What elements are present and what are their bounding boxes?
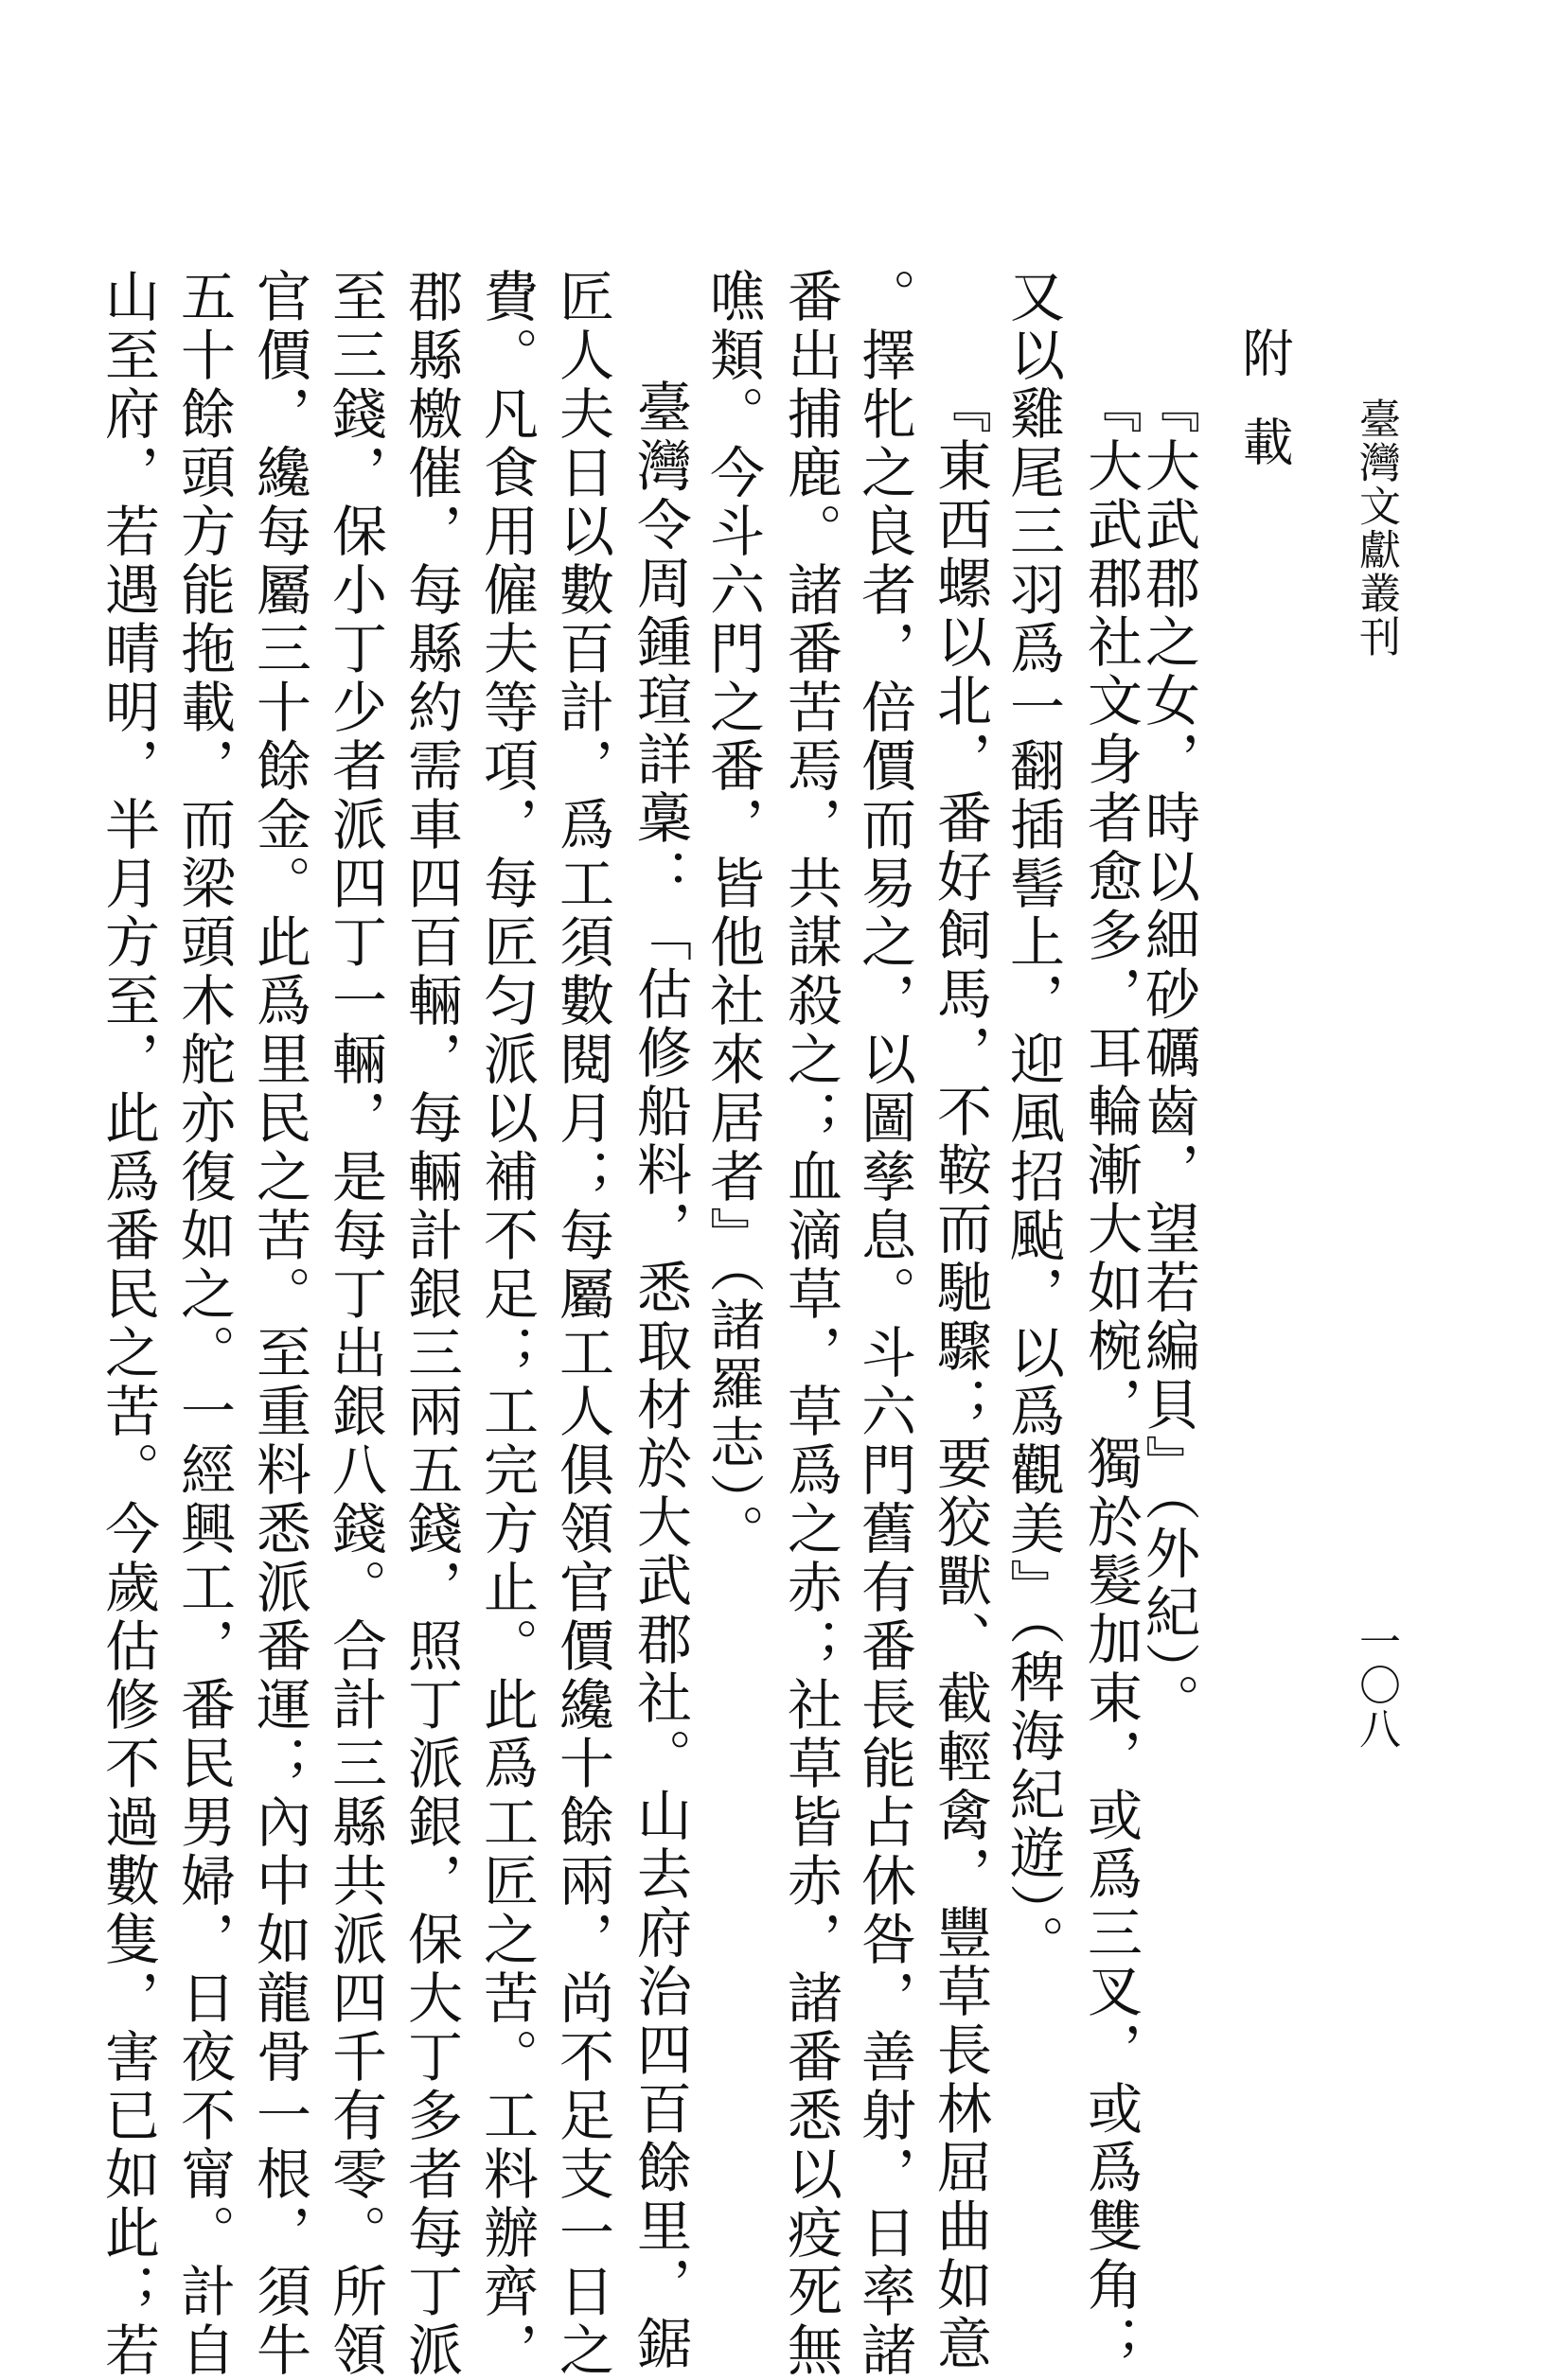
text-line: 官價，纔每屬三十餘金。此爲里民之苦。至重料悉派番運；內中如龍骨一根，須牛	[247, 268, 311, 2380]
text-line: 臺灣令周鍾瑄詳稾：「估修船料，悉取材於大武郡社。山去府治四百餘里，鋸	[628, 379, 692, 2373]
text-line: 郡縣檄催，每縣約需車四百輛，每輛計銀三兩五錢，照丁派銀，保大丁多者每丁派	[399, 268, 463, 2380]
text-line: 。擇牝之良者，倍價而易之，以圖孳息。斗六門舊有番長能占休咎，善射，日率諸	[852, 268, 916, 2380]
text-line: 又以雞尾三羽爲一翻插髻上，迎風招颭，以爲觀美』（稗海紀遊）。	[1001, 268, 1065, 1973]
text-line: 至三錢，保小丁少者派四丁一輛，是每丁出銀八錢。合計三縣共派四千有零。所領	[323, 268, 387, 2380]
text-line: 番出捕鹿。諸番苦焉，共謀殺之；血滴草，草爲之赤；社草皆赤，諸番悉以疫死無	[778, 268, 842, 2380]
text-line: 噍類。今斗六門之番，皆他社來居者』（諸羅志）。	[700, 268, 765, 1562]
series-title: 臺灣文獻叢刊	[1352, 397, 1400, 659]
text-line: 費。凡食用僱夫等項，每匠匀派以補不足；工完方止。此爲工匠之苦。工料辦齊，	[474, 268, 539, 2380]
text-line: 匠人夫日以數百計，爲工須數閱月；每屬工人俱領官價纔十餘兩，尚不足支一日之	[550, 268, 614, 2380]
page-number: 一〇八	[1352, 1620, 1400, 1751]
text-line: 五十餘頭方能拖載，而梁頭木舵亦復如之。一經興工，番民男婦，日夜不甯。計自	[171, 268, 236, 2380]
section-title: 附載	[1234, 326, 1294, 504]
text-line: 山至府，若遇晴明，半月方至，此爲番民之苦。今歲估修不過數隻，害已如此；若	[96, 268, 160, 2380]
text-line: 『大武郡社文身者愈多，耳輪漸大如椀，獨於髮加束，或爲三叉，或爲雙角；	[1078, 379, 1143, 2373]
text-line: 『東西螺以北，番好飼馬，不鞍而馳驟；要狡獸、截輕禽，豐草長林屈曲如意	[928, 379, 992, 2373]
text-line: 『大武郡之女，時以細砂礪齒，望若編貝』（外紀）。	[1136, 379, 1200, 1732]
